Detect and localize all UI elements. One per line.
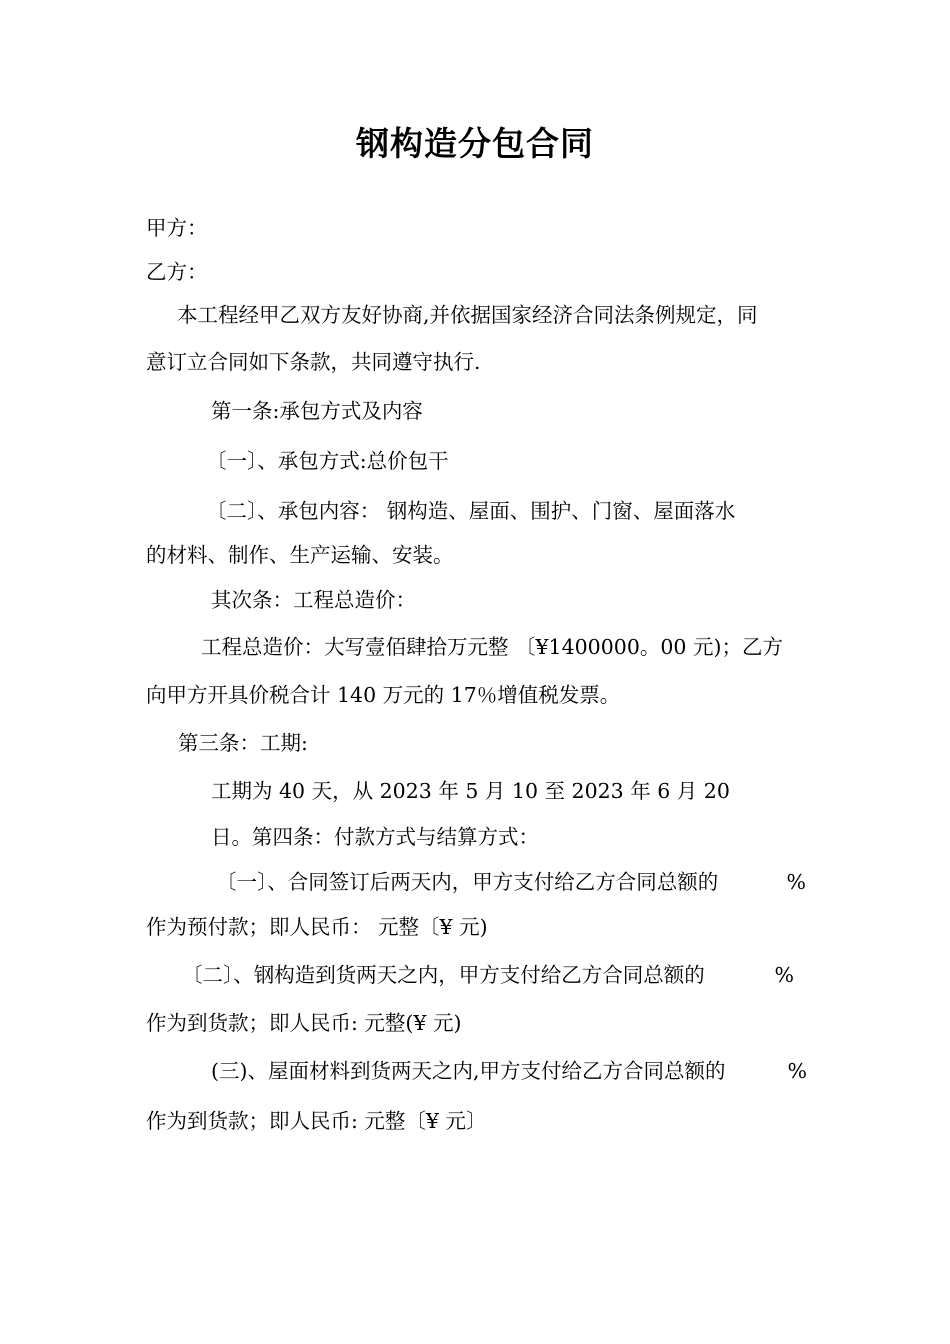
party-a-line: 甲方： bbox=[146, 216, 208, 240]
party-b-line: 乙方： bbox=[146, 260, 208, 284]
payment-1-line-2: 作为预付款；即人民币： 元整〔¥ 元) bbox=[146, 915, 488, 939]
payment-1-text: 〔一〕、合同签订后两天内，甲方支付给乙方合同总额的 bbox=[216, 870, 719, 894]
article-2-heading: 其次条：工程总造价： bbox=[211, 588, 416, 612]
payment-2-percent: % bbox=[774, 963, 794, 987]
payment-1-percent: % bbox=[786, 870, 806, 894]
article-1-item-2-line-2: 的材料、制作、生产运输、安装。 bbox=[146, 543, 454, 567]
article-2-line-1: 工程总造价：大写壹佰肆拾万元整 〔¥1400000。00 元)；乙方 bbox=[201, 635, 783, 659]
article-2-line-2: 向甲方开具价税合计 140 万元的 17％增值税发票。 bbox=[146, 683, 621, 707]
document-title: 钢构造分包合同 bbox=[356, 124, 594, 163]
article-3-line-2: 日。第四条：付款方式与结算方式： bbox=[211, 825, 539, 849]
payment-3-text: (三)、屋面材料到货两天之内,甲方支付给乙方合同总额的 bbox=[211, 1059, 726, 1083]
payment-3-line-1 bbox=[211, 1056, 807, 1086]
article-1-item-2-line-1: 〔二〕、承包内容： 钢构造、屋面、围护、门窗、屋面落水 bbox=[206, 499, 736, 523]
intro-line-2: 意订立合同如下条款，共同遵守执行. bbox=[146, 350, 481, 374]
intro-line-1: 本工程经甲乙双方友好协商,并依据国家经济合同法条例规定，同 bbox=[177, 303, 758, 327]
article-3-heading: 第三条：工期: bbox=[178, 731, 308, 755]
article-3-line-1: 工期为 40 天，从 2023 年 5 月 10 至 2023 年 6 月 20 bbox=[211, 779, 730, 803]
payment-2-text: 〔二〕、钢构造到货两天之内，甲方支付给乙方合同总额的 bbox=[182, 963, 705, 987]
payment-2-line-2: 作为到货款；即人民币: 元整(¥ 元) bbox=[146, 1011, 462, 1035]
payment-1-line-1 bbox=[216, 867, 806, 897]
payment-3-line-2: 作为到货款；即人民币: 元整〔¥ 元〕 bbox=[146, 1109, 487, 1133]
payment-2-line-1 bbox=[182, 960, 794, 990]
payment-3-percent: % bbox=[787, 1059, 807, 1083]
article-1-item-1: 〔一〕、承包方式:总价包干 bbox=[206, 449, 449, 473]
article-1-heading: 第一条:承包方式及内容 bbox=[211, 399, 423, 423]
